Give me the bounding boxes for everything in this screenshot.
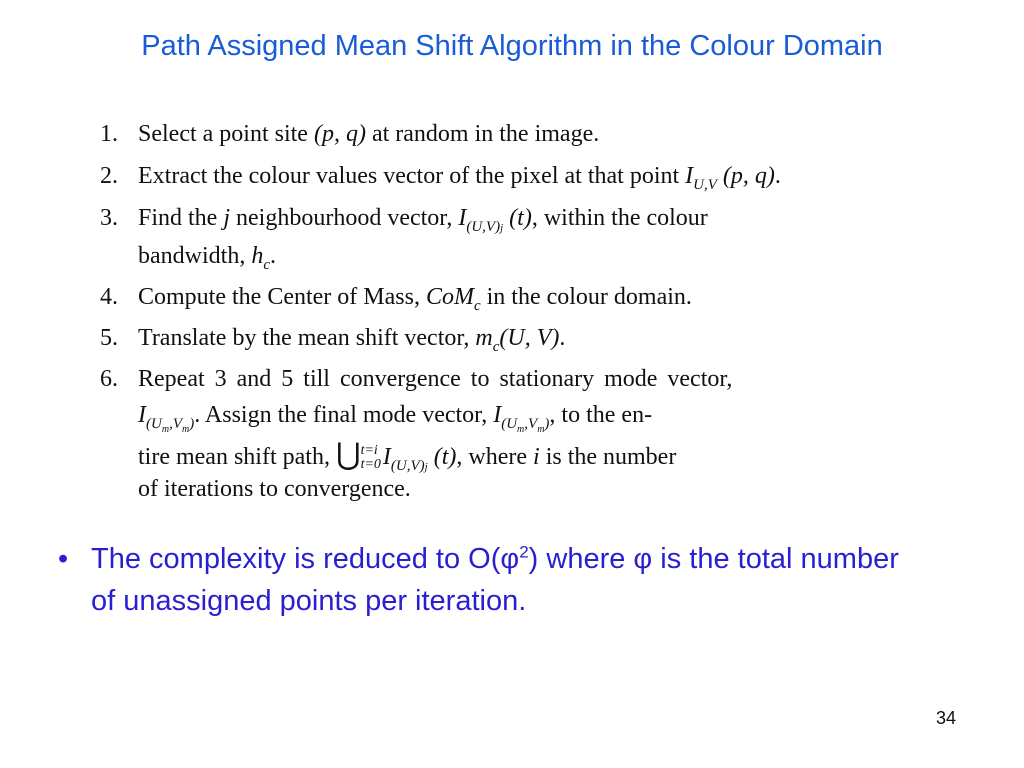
math-expr: (t) <box>503 205 532 231</box>
step-text: , where <box>456 444 534 470</box>
math-sub: j <box>500 221 504 234</box>
step-text: bandwidth, <box>138 243 252 269</box>
step-number: 1. <box>100 121 118 147</box>
math-expr: I <box>685 163 694 189</box>
bullet-text <box>91 538 931 622</box>
math-expr: I <box>382 444 391 470</box>
math-sub: m <box>517 423 525 435</box>
math-sub: ) <box>544 415 550 432</box>
step-number: 2. <box>100 163 118 189</box>
slide-title: Path Assigned Mean Shift Algorithm in the Colour Domain <box>141 30 883 62</box>
math-sub: (U <box>501 415 518 432</box>
step-text: . <box>559 325 566 351</box>
math-expr: I <box>138 402 146 428</box>
bullet-marker: • <box>58 543 69 575</box>
math-sub: (U,V) <box>466 218 501 235</box>
math-expr: (p, q) <box>313 121 366 147</box>
limit-top: t=i <box>360 443 378 459</box>
math-expr: (t) <box>427 444 457 470</box>
step-text: , to the en- <box>549 402 653 428</box>
step-text: in the colour domain. <box>480 284 692 310</box>
math-sub: c <box>492 338 500 355</box>
union-symbol: ⋃ <box>335 438 361 471</box>
math-expr: m <box>475 325 493 351</box>
math-expr: CoM <box>425 284 474 310</box>
step-text: neighbourhood vector, <box>230 205 459 231</box>
bullet-text-part: The complexity is reduced to O(φ <box>91 543 520 575</box>
math-sub: U,V <box>693 176 717 193</box>
step-text: . Assign the final mode vector, <box>194 402 494 428</box>
step-text: Find the <box>138 205 224 231</box>
step-text: . <box>270 243 276 269</box>
step-number: 4. <box>100 284 118 310</box>
step-number: 6. <box>100 366 118 392</box>
step-text: tire mean shift path, <box>138 444 336 470</box>
math-sub: c <box>473 297 481 314</box>
step-text: . <box>774 163 781 189</box>
math-sub: ) <box>189 415 195 432</box>
math-sub: m <box>161 423 170 435</box>
step-text: , within the colour <box>531 205 708 231</box>
step-text: Select a point site <box>138 121 314 147</box>
step-text: Extract the colour values vector of the pixel at that point <box>138 163 686 189</box>
math-expr: i <box>533 444 540 470</box>
page-number: 34 <box>936 708 957 728</box>
math-sub: (U,V) <box>390 457 425 474</box>
superscript: 2 <box>519 542 529 562</box>
math-expr: I <box>493 402 502 428</box>
bullet-text-part: ) where φ is the total number of unassigned points per iteration. <box>91 543 899 617</box>
math-expr: j <box>223 205 231 231</box>
math-sub: ,V <box>169 415 182 432</box>
math-expr: h <box>251 243 264 269</box>
step-text: Translate by the mean shift vector, <box>138 325 476 351</box>
math-expr: (p, q) <box>716 163 775 189</box>
math-sub: m <box>537 423 545 435</box>
step-text: is the number <box>539 444 677 470</box>
step-text: of iterations to convergence. <box>138 476 411 502</box>
math-expr: I <box>458 205 467 231</box>
math-sub: (U <box>146 415 162 432</box>
math-sub: ,V <box>524 415 538 432</box>
step-text: Compute the Center of Mass, <box>138 284 426 310</box>
math-sub: m <box>181 423 190 435</box>
step-number: 3. <box>100 205 118 231</box>
math-sub: c <box>263 256 270 273</box>
step-text: at random in the image. <box>365 121 600 147</box>
math-sub: j <box>424 460 428 473</box>
limit-bottom: t=0 <box>360 457 381 473</box>
step-number: 5. <box>100 325 118 351</box>
math-expr: (U, V) <box>499 325 560 351</box>
step-text: Repeat 3 and 5 till convergence to stationary mode vector, <box>138 366 733 392</box>
union-limits <box>361 444 381 472</box>
